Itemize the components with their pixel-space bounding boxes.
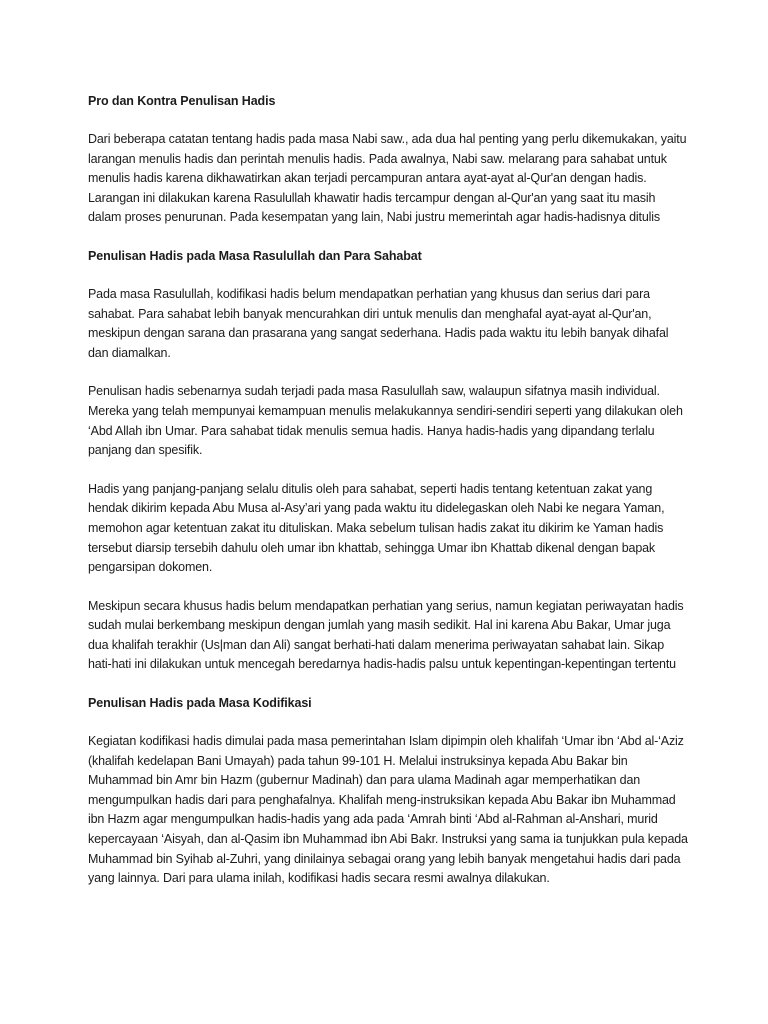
section-heading-masa-rasulullah: Penulisan Hadis pada Masa Rasulullah dan Para Sahabat — [88, 248, 422, 263]
section-heading-pro-kontra: Pro dan Kontra Penulisan Hadis — [88, 94, 276, 108]
section-heading-masa-kodifikasi: Penulisan Hadis pada Masa Kodifikasi — [88, 696, 312, 711]
paragraph-masa-rasulullah-4: Meskipun secara khusus hadis belum mendapatkan perhatian yang serius, namun kegiatan periwayatan hadis sudah mulai berkembang meskipun dengan jumlah yang masih sedikit. Hal ini karena Abu Bakar, Umar juga dua khalifah terakhir (Us|man dan Ali) sangat berhati-hati dalam menerima periwayatan sahabat lain. Sikap hati-hati ini dilakukan untuk mencegah beredarnya hadis-hadis palsu untuk kepentingan-kepentingan tertentu — [88, 598, 684, 672]
paragraph-intro: Dari beberapa catatan tentang hadis pada masa Nabi saw., ada dua hal penting yang perlu dikemukakan, yaitu larangan menulis hadis dan perintah menulis hadis. Pada awalnya, Nabi saw. melarang para sahabat untuk menulis hadis karena dikhawatirkan akan terjadi percampuran antara ayat-ayat al-Qur'an dengan hadis. Larangan ini dilakukan karena Rasulullah khawatir hadis tercampur dengan al-Qur'an yang saat itu masih dalam proses penurunan. Pada kesempatan yang lain, Nabi justru memerintah agar hadis-hadisnya ditulis — [88, 132, 687, 225]
paragraph-masa-rasulullah-1: Pada masa Rasulullah, kodifikasi hadis belum mendapatkan perhatian yang khusus dan serius dari para sahabat. Para sahabat lebih banyak mencurahkan diri untuk menulis dan menghafal ayat-ayat al-Qur'an, meskipun dengan sarana dan prasarana yang sangat sederhana. Hadis pada waktu itu lebih banyak dihafal dan diamalkan. — [88, 286, 669, 360]
paragraph-masa-kodifikasi: Kegiatan kodifikasi hadis dimulai pada masa pemerintahan Islam dipimpin oleh khalifah ‘Umar ibn ‘Abd al-‘Aziz (khalifah kedelapan Bani Umayah) pada tahun 99-101 H. Melalui instruksinya kepada Abu Bakar bin Muhammad bin Amr bin Hazm (gubernur Madinah) dan para ulama Madinah agar memperhatikan dan mengumpulkan hadis dari para penghafalnya. Khalifah meng-instruksikan kepada Abu Bakar ibn Muhammad ibn Hazm agar mengumpulkan hadis-hadis yang ada pada ‘Amrah binti ‘Abd al-Rahman al-Anshari, murid kepercayaan ‘Aisyah, dan al-Qasim ibn Muhammad ibn Abi Bakr. Instruksi yang sama ia tunjukkan pula kepada Muhammad bin Syihab al-Zuhri, yang dinilainya sebagai orang yang lebih banyak mengetahui hadis dari pada yang lainnya. Dari para ulama inilah, kodifikasi hadis secara resmi awalnya dilakukan. — [88, 734, 688, 886]
paragraph-masa-rasulullah-2: Penulisan hadis sebenarnya sudah terjadi pada masa Rasulullah saw, walaupun sifatnya masih individual. Mereka yang telah mempunyai kemampuan menulis melakukannya sendiri-sendiri seperti yang dilakukan oleh ‘Abd Allah ibn Umar. Para sahabat tidak menulis semua hadis. Hanya hadis-hadis yang dipandang terlalu panjang dan spesifik. — [88, 384, 683, 458]
paragraph-masa-rasulullah-3: Hadis yang panjang-panjang selalu ditulis oleh para sahabat, seperti hadis tentang ketentuan zakat yang hendak dikirim kepada Abu Musa al-Asy’ari yang pada waktu itu didelegaskan oleh Nabi ke negara Yaman, memohon agar ketentuan zakat itu dituliskan. Maka sebelum tulisan hadis zakat itu dikirim ke Yaman hadis tersebut diarsip tersebih dahulu oleh umar ibn khattab, sehingga Umar ibn Khattab dikenal dengan bapak pengarsipan dokomen. — [88, 481, 665, 575]
